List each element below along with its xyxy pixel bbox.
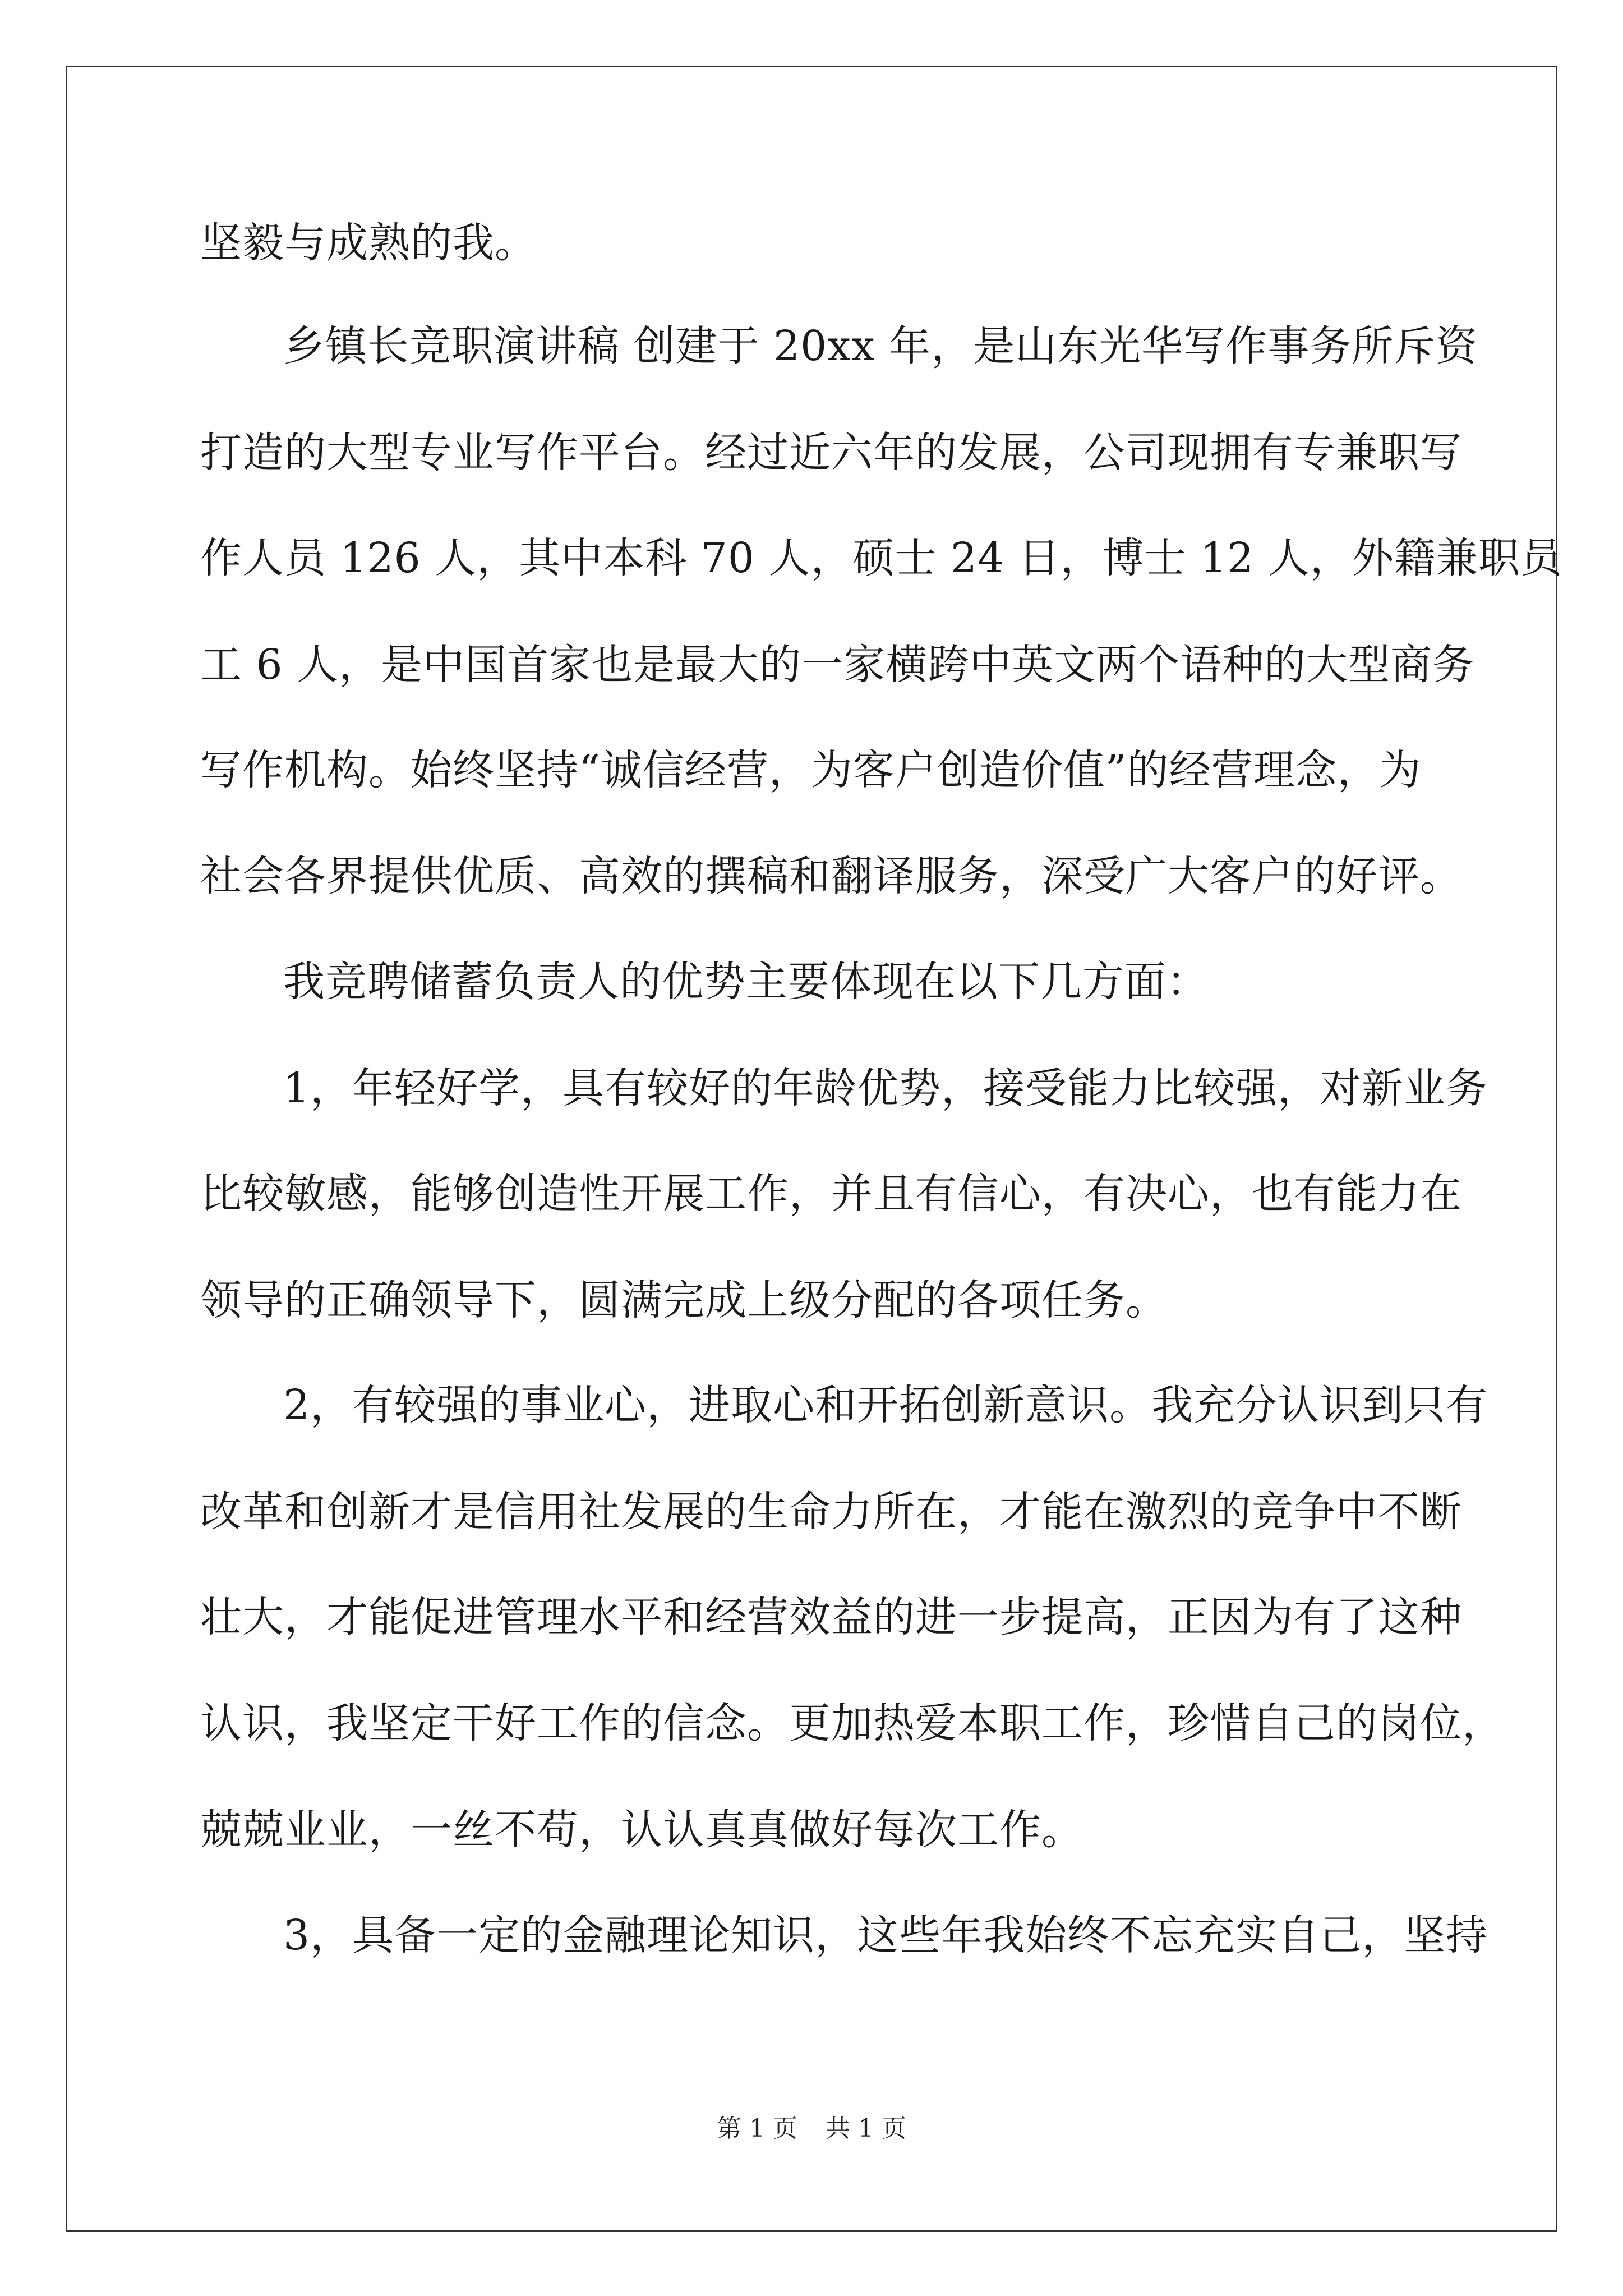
text-line: 认识，我坚定干好工作的信念。更加热爱本职工作，珍惜自己的岗位， [200,1699,1504,1747]
paragraph-first-line: 乡镇长竞职演讲稿 创建于 20xx 年，是山东光华写作事务所斥资 [283,322,1478,370]
text-line: 写作机构。始终坚持“诚信经营，为客户创造价值”的经营理念，为 [200,746,1422,794]
text-line: 改革和创新才是信用社发展的生命力所在，才能在激烈的竞争中不断 [200,1488,1462,1536]
paragraph-first-line: 我竞聘储蓄负责人的优势主要体现在以下几方面： [283,958,1209,1006]
paragraph-first-line: 1，年轻好学，具有较好的年龄优势，接受能力比较强，对新业务 [283,1064,1488,1112]
text-line: 打造的大型专业写作平台。经过近六年的发展，公司现拥有专兼职写 [200,429,1462,477]
text-line: 比较敏感，能够创造性开展工作，并且有信心，有决心，也有能力在 [200,1170,1462,1218]
text-line: 社会各界提供优质、高效的撰稿和翻译服务，深受广大客户的好评。 [200,852,1462,900]
paragraph-first-line: 2，有较强的事业心，进取心和开拓创新意识。我充分认识到只有 [283,1381,1488,1429]
page-total: 共 1 页 [826,2114,906,2143]
text-line: 作人员 126 人，其中本科 70 人，硕士 24 日，博士 12 人，外籍兼职员 [200,534,1562,582]
page-footer [0,2112,1623,2146]
text-line: 坚毅与成熟的我。 [200,219,537,267]
text-line: 工 6 人，是中国首家也是最大的一家横跨中英文两个语种的大型商务 [200,641,1475,689]
text-line: 领导的正确领导下，圆满完成上级分配的各项任务。 [200,1276,1168,1324]
text-line: 壮大，才能促进管理水平和经营效益的进一步提高，正因为有了这种 [200,1593,1462,1641]
page-number: 第 1 页 [717,2114,797,2143]
text-line: 兢兢业业，一丝不苟，认认真真做好每次工作。 [200,1806,1083,1854]
paragraph-first-line: 3，具备一定的金融理论知识，这些年我始终不忘充实自己，坚持 [283,1911,1488,1959]
